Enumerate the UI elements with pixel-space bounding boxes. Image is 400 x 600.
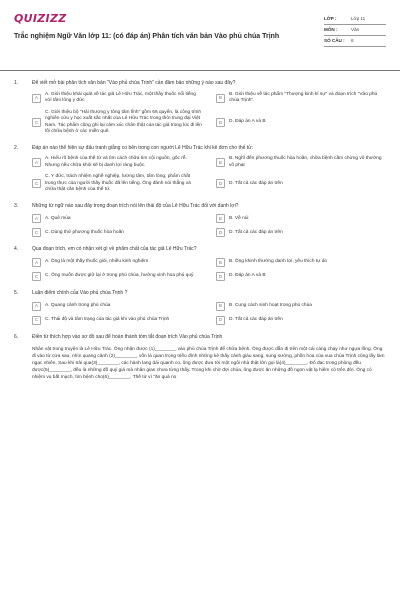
- option-letter-box: B: [216, 258, 225, 267]
- option-grid: [32, 302, 386, 325]
- option-text: C. Giới thiệu bộ "Hải thượng y tông tâm lĩnh" gồm 66 quyển, là công trình nghiên cứu y học xuất sắc nhất của Lê Hữu Trác trong thời trung đại Việt Nam. Tác phẩm cũng ghi lại cảm xúc chân thật của tác giả trong lúc đi lên lối chữa bệnh ở các miền quê.: [45, 109, 202, 135]
- option-text: D. Tất cả các đáp án trên: [229, 180, 283, 186]
- option-text: D. Đáp án A và B: [229, 119, 266, 125]
- option-letter-box: A: [32, 302, 41, 311]
- option-grid: [32, 92, 386, 136]
- option-c[interactable]: [32, 228, 202, 237]
- option-text: A. Quê mùa: [45, 215, 71, 221]
- question-1: [14, 80, 386, 136]
- question-4: [14, 246, 386, 281]
- option-b[interactable]: [216, 302, 386, 311]
- worksheet-title: Trắc nghiệm Ngữ Văn lớp 11: (có đáp án) Phân tích văn bản Vào phủ chúa Trịnh: [14, 32, 280, 40]
- meta-row-class: [324, 14, 386, 25]
- option-letter-box: A: [32, 258, 41, 267]
- meta-label: SỐ CÂU :: [324, 37, 345, 43]
- meta-row-subject: [324, 25, 386, 36]
- question-number: 4.: [14, 246, 19, 253]
- option-letter-box: D: [216, 118, 225, 127]
- question-header: [14, 80, 386, 87]
- option-letter-box: B: [216, 214, 225, 223]
- question-text: Qua đoạn trích, em có nhận xét gì về phẩm chất của tác giả Lê Hữu Trác?: [32, 246, 197, 253]
- question-5: [14, 290, 386, 325]
- option-a[interactable]: [32, 214, 202, 223]
- option-letter-box: B: [216, 158, 225, 167]
- quizizz-logo: QUIZIZZ: [14, 12, 67, 25]
- option-letter-box: D: [216, 272, 225, 281]
- option-text: C. Thái độ và tâm trạng của tác giả khi vào phủ chúa Trịnh: [45, 317, 170, 323]
- question-header: [14, 246, 386, 253]
- option-c[interactable]: [32, 110, 202, 136]
- question-3: [14, 203, 386, 238]
- question-header: [14, 203, 386, 210]
- option-letter-box: A: [32, 94, 41, 103]
- option-letter-box: D: [216, 316, 225, 325]
- option-b[interactable]: [216, 156, 386, 169]
- option-text: D. Đáp án A và B: [229, 273, 266, 279]
- question-text: Luận điểm chính của Vào phủ chúa Trịnh ?: [32, 290, 128, 297]
- meta-box: [324, 14, 386, 47]
- question-text: Để viết mở bài phân tích văn bản "Vào phủ chúa Trịnh" cần đảm bảo những ý nào sau đây?: [32, 80, 236, 86]
- question-header: [14, 145, 386, 152]
- option-text: D. Tất cả các đáp án trên: [229, 317, 283, 323]
- option-d[interactable]: [216, 272, 386, 281]
- option-text: B. Giới thiệu về tác phẩm "Thượng kinh kí sự" và đoạn trích "Vào phủ chúa Trịnh".: [229, 91, 378, 104]
- option-text: B. Ông khinh thường danh lợi, yêu thích tự do: [229, 259, 328, 265]
- option-grid: [32, 258, 386, 281]
- option-text: A. Hiểu rõ bệnh của thế tử và tìm cách chữa tìm cội nguồn, gốc rễ. Nhưng nếu chữa khỏi sẽ bị danh lợi ràng buộc.: [45, 156, 187, 168]
- option-b[interactable]: [216, 214, 386, 223]
- option-text: C. Dùng thứ phương thuốc hòa hoãn: [45, 229, 124, 235]
- option-text: B. Nghĩ đến phương thuốc hòa hoãn, chữa bệnh cầm chừng vô thưởng vô phạt: [229, 156, 382, 168]
- meta-row-count: [324, 36, 386, 47]
- option-text: D. Tất cả các đáp án trên: [229, 229, 283, 235]
- question-number: 5.: [14, 290, 19, 297]
- option-b[interactable]: [216, 92, 386, 105]
- option-text: C. Ông muốn được giữ lại ở trong phủ chúa, hưởng vinh hoa phú quý: [45, 273, 194, 279]
- option-text: C. Y đức, trách nhiệm nghề nghiệp, lương tâm, tấm lòng, phẩm chất trung thực của người thầy thuốc đã lên tiếng. Ông đành nói thẳng và chữa thật căn bệnh của thế tử.: [45, 174, 191, 193]
- option-letter-box: D: [216, 228, 225, 237]
- meta-value: Lớp 11: [351, 15, 366, 21]
- option-grid: [32, 156, 386, 193]
- option-letter-box: A: [32, 158, 41, 167]
- option-d[interactable]: [216, 228, 386, 237]
- question-text: Những từ ngữ nào sau đây trong đoạn trích nói lên thái độ của Lê Hữu Trác đối với danh lợi?: [32, 202, 239, 209]
- option-letter-box: C: [32, 179, 41, 188]
- meta-value: Văn: [351, 26, 360, 32]
- option-c[interactable]: [32, 316, 202, 325]
- option-letter-box: B: [216, 302, 225, 311]
- option-letter-box: B: [216, 94, 225, 103]
- option-letter-box: C: [32, 228, 41, 237]
- question-text: Đáp án nào thể hiện sự đấu tranh giằng co bên trong con người Lê Hữu Trác khi kê đơn cho thế tử:: [32, 144, 253, 151]
- option-d[interactable]: [216, 174, 386, 193]
- option-a[interactable]: [32, 302, 202, 311]
- option-text: A. Giới thiệu khái quát về tác giả Lê Hữu Trác, một thầy thuốc nổi tiếng với tấm lòng y đức: [45, 91, 196, 104]
- option-d[interactable]: [216, 316, 386, 325]
- option-letter-box: C: [32, 118, 41, 127]
- option-letter-box: C: [32, 272, 41, 281]
- question-list: [14, 80, 386, 391]
- option-a[interactable]: [32, 258, 202, 267]
- meta-label: LỚP :: [324, 15, 337, 21]
- question-2: [14, 145, 386, 194]
- option-a[interactable]: [32, 156, 202, 169]
- option-d[interactable]: [216, 110, 386, 136]
- meta-label: MÔN :: [324, 26, 338, 32]
- question-number: 1.: [14, 80, 19, 86]
- worksheet-header: [14, 12, 386, 70]
- option-c[interactable]: [32, 174, 202, 193]
- option-c[interactable]: [32, 272, 202, 281]
- option-text: B. Về núi: [229, 215, 249, 221]
- question-text: Điền từ thích hợp vào sơ đồ sau để hoàn thành tóm tắt đoạn trích Vào phủ chúa Trịnh: [32, 333, 223, 340]
- fill-in-paragraph: Nhân vật trong truyện là Lê Hữu Trác. Ông nhận được (1)________ vào phủ chúa Trịnh để chữa bệnh. Ông được dẫn đi trên một cái cáng chạy như ngựa lồng. Ông đi vào từ cửa sau, nhìn quang cảnh (2)________, vốn là quan trọng triều đình những kẻ thấy cảnh giàu sang, sung sướng, phồn hoa của vua chúa Trịnh cũng lấy làm ngạc nhiên. Sau khi trải qua(3)________, các hành lang dài quanh co, ông được đưa tới một ngôi nhà thật lớn gọi là(4)________. Đô đạc trong phòng đều được(5)________, đều là những đồ quý giá mà nhân gian chưa từng thấy. Trong khi chờ đợi chúa, ông được ăn những đồ ngon vật lạ hiếm có trên đời. Ông có nhiệm vụ bắt mạch, tìm bệnh cho(6)________. Thế tử vì "ăn quá no: [32, 346, 385, 381]
- question-number: 3.: [14, 202, 19, 209]
- option-grid: [32, 214, 386, 237]
- option-letter-box: A: [32, 214, 41, 223]
- header-left: [14, 12, 314, 41]
- question-number: 6.: [14, 333, 19, 340]
- option-text: B. Cung cách sinh hoạt trong phủ chúa: [229, 303, 312, 309]
- question-header: [14, 290, 386, 297]
- question-number: 2.: [14, 144, 19, 151]
- question-header: [14, 334, 386, 341]
- option-text: A. Quang cảnh trong phủ chúa: [45, 303, 111, 309]
- meta-value: 6: [351, 37, 354, 43]
- option-b[interactable]: [216, 258, 386, 267]
- header-divider: [0, 70, 400, 71]
- option-letter-box: D: [216, 179, 225, 188]
- question-6: [14, 334, 386, 382]
- option-text: A. Ông là một thầy thuốc giỏi, nhiều kinh nghiệm: [45, 259, 149, 265]
- option-a[interactable]: [32, 92, 202, 105]
- option-letter-box: C: [32, 316, 41, 325]
